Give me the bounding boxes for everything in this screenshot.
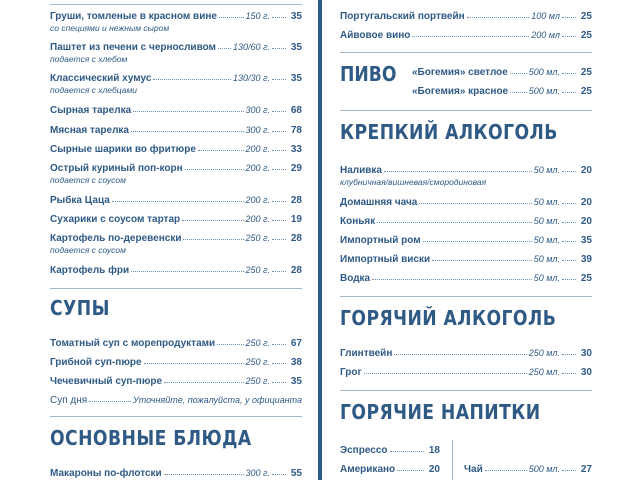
menu-item xyxy=(50,232,302,255)
menu-item xyxy=(50,124,302,137)
menu-item xyxy=(50,467,302,480)
item-price: 35 xyxy=(290,11,302,22)
item-price: 25 xyxy=(580,67,592,78)
menu-item xyxy=(340,445,440,456)
menu-item xyxy=(340,464,440,475)
item-name: Грог xyxy=(340,367,362,378)
item-price: 38 xyxy=(290,357,302,368)
item-price: 25 xyxy=(580,30,592,41)
item-weight: 200 г. xyxy=(245,195,270,205)
menu-item xyxy=(412,86,592,97)
item-name: Картофель по-деревенски xyxy=(50,233,182,244)
item-weight: 130/60 г. xyxy=(233,42,270,52)
item-weight: 50 мл. xyxy=(533,197,560,207)
section-heading-strong: КРЕПКИЙ АЛКОГОЛЬ xyxy=(340,120,558,144)
item-weight: 200 мл xyxy=(531,30,560,40)
item-name: Макароны по-флотски xyxy=(50,468,162,479)
item-price: 68 xyxy=(290,105,302,116)
item-note: подается с хлебцами xyxy=(50,85,138,95)
item-name: Домашняя чача xyxy=(340,197,418,208)
item-weight: 50 мл. xyxy=(533,235,560,245)
item-price: 33 xyxy=(290,144,302,155)
item-name: Сырная тарелка xyxy=(50,105,132,116)
item-weight: 250 г. xyxy=(245,338,270,348)
column-rule xyxy=(452,440,453,480)
item-name: Классический хумус xyxy=(50,73,152,84)
item-price: 39 xyxy=(580,254,592,265)
section-heading-soups: СУПЫ xyxy=(50,296,110,320)
item-name: Грибной суп-пюре xyxy=(50,357,142,368)
item-note: клубничная/вишневая/смородиновая xyxy=(340,177,487,187)
item-weight: 300 г. xyxy=(245,105,270,115)
item-name: Наливка xyxy=(340,165,382,176)
section-heading-beer: ПИВО xyxy=(340,62,397,86)
item-name: «Богемия» красное xyxy=(412,86,509,97)
item-price: 28 xyxy=(290,265,302,276)
item-price: 35 xyxy=(290,73,302,84)
top-rule xyxy=(50,4,302,5)
item-weight: 250 мл. xyxy=(528,348,560,358)
section-rule xyxy=(340,390,592,391)
section-rule xyxy=(50,288,302,289)
section-rule xyxy=(50,416,302,417)
item-weight: 250 г. xyxy=(245,376,270,386)
item-weight: 50 мл. xyxy=(533,273,560,283)
item-price: 20 xyxy=(428,464,440,475)
item-name: Эспрессо xyxy=(340,445,388,456)
item-weight: 150 г. xyxy=(245,11,270,21)
item-note: Уточняйте, пожалуйста, у официанта xyxy=(133,395,302,405)
menu-item xyxy=(340,10,592,23)
item-weight: 50 мл. xyxy=(533,254,560,264)
menu-item xyxy=(340,234,592,247)
menu-item xyxy=(340,215,592,228)
item-weight: 200 г. xyxy=(245,163,270,173)
item-price: 28 xyxy=(290,233,302,244)
item-weight: 200 г. xyxy=(245,214,270,224)
item-name: Сухарики с соусом тартар xyxy=(50,214,181,225)
item-name: Португальский портвейн xyxy=(340,11,465,22)
menu-item xyxy=(412,67,592,78)
item-name: Сырные шарики во фритюре xyxy=(50,144,196,155)
menu-item xyxy=(464,464,592,475)
item-price: 35 xyxy=(580,235,592,246)
item-weight: 250 г. xyxy=(245,265,270,275)
section-heading-hot-alcohol: ГОРЯЧИЙ АЛКОГОЛЬ xyxy=(340,306,557,330)
item-price: 55 xyxy=(290,468,302,479)
section-rule xyxy=(340,296,592,297)
item-weight: 500 мл. xyxy=(528,464,560,474)
menu-item xyxy=(50,337,302,350)
item-name: Картофель фри xyxy=(50,265,130,276)
menu-item xyxy=(50,104,302,117)
item-weight: 300 г. xyxy=(245,125,270,135)
section-rule xyxy=(340,110,592,111)
menu-item xyxy=(340,272,592,285)
menu-item xyxy=(340,253,592,266)
item-name: Импортный виски xyxy=(340,254,431,265)
item-price: 78 xyxy=(290,125,302,136)
item-price: 29 xyxy=(290,163,302,174)
menu-item xyxy=(340,29,592,42)
item-weight: 50 мл. xyxy=(533,165,560,175)
item-name: Айвовое вино xyxy=(340,30,411,41)
item-note: со специями и нежным сыром xyxy=(50,23,170,33)
item-note: подается с соусом xyxy=(50,245,126,255)
item-price: 20 xyxy=(580,165,592,176)
item-weight: 130/30 г. xyxy=(233,73,270,83)
menu-item xyxy=(340,366,592,379)
item-price: 18 xyxy=(428,445,440,456)
item-weight: 500 мл. xyxy=(528,86,560,96)
menu-item xyxy=(340,347,592,360)
item-weight: 300 г. xyxy=(245,468,270,478)
menu-item xyxy=(50,394,302,407)
item-price: 30 xyxy=(580,348,592,359)
menu-item xyxy=(50,72,302,95)
menu-item xyxy=(50,213,302,226)
item-name: Томатный суп с морепродуктами xyxy=(50,338,216,349)
section-rule xyxy=(340,52,592,53)
item-name: Американо xyxy=(340,464,396,475)
item-price: 25 xyxy=(580,273,592,284)
item-name: Груши, томленые в красном вине xyxy=(50,11,217,22)
item-name: Импортный ром xyxy=(340,235,421,246)
item-price: 25 xyxy=(580,86,592,97)
item-weight: 50 мл. xyxy=(533,216,560,226)
menu-item xyxy=(50,162,302,185)
item-weight: 250 г. xyxy=(245,357,270,367)
item-name: Чай xyxy=(464,464,483,475)
item-note: подается с хлебом xyxy=(50,54,128,64)
item-name: Рыбка Цаца xyxy=(50,195,110,206)
item-name: Острый куриный поп-корн xyxy=(50,163,183,174)
item-price: 25 xyxy=(580,11,592,22)
item-price: 30 xyxy=(580,367,592,378)
item-weight: 500 мл. xyxy=(528,67,560,77)
menu-item xyxy=(340,196,592,209)
menu-item xyxy=(50,10,302,33)
item-price: 27 xyxy=(580,464,592,475)
item-price: 20 xyxy=(580,216,592,227)
item-weight: 200 г. xyxy=(245,144,270,154)
item-price: 35 xyxy=(290,376,302,387)
menu-item xyxy=(50,194,302,207)
item-name: Паштет из печени с черносливом xyxy=(50,42,216,53)
menu-item xyxy=(50,375,302,388)
item-name: Суп дня xyxy=(50,395,88,406)
item-name: Коньяк xyxy=(340,216,376,227)
item-price: 35 xyxy=(290,42,302,53)
menu-item xyxy=(50,143,302,156)
menu-item xyxy=(50,264,302,277)
item-price: 67 xyxy=(290,338,302,349)
menu-item xyxy=(50,356,302,369)
beer-section xyxy=(340,62,592,102)
item-name: Чечевичный суп-пюре xyxy=(50,376,163,387)
column-divider xyxy=(318,0,322,480)
item-price: 28 xyxy=(290,195,302,206)
menu-item xyxy=(50,41,302,64)
item-weight: 250 мл. xyxy=(528,367,560,377)
item-weight: 250 г. xyxy=(245,233,270,243)
item-price: 19 xyxy=(290,214,302,225)
item-weight: 100 мл xyxy=(531,11,560,21)
item-name: «Богемия» светлое xyxy=(412,67,508,78)
item-name: Глинтвейн xyxy=(340,348,393,359)
item-price: 20 xyxy=(580,197,592,208)
section-heading-hot-drinks: ГОРЯЧИЕ НАПИТКИ xyxy=(340,400,541,424)
menu-item xyxy=(340,164,592,187)
item-note: подается с соусом xyxy=(50,175,126,185)
item-name: Водка xyxy=(340,273,371,284)
section-heading-mains: ОСНОВНЫЕ БЛЮДА xyxy=(50,426,252,450)
item-name: Мясная тарелка xyxy=(50,125,129,136)
